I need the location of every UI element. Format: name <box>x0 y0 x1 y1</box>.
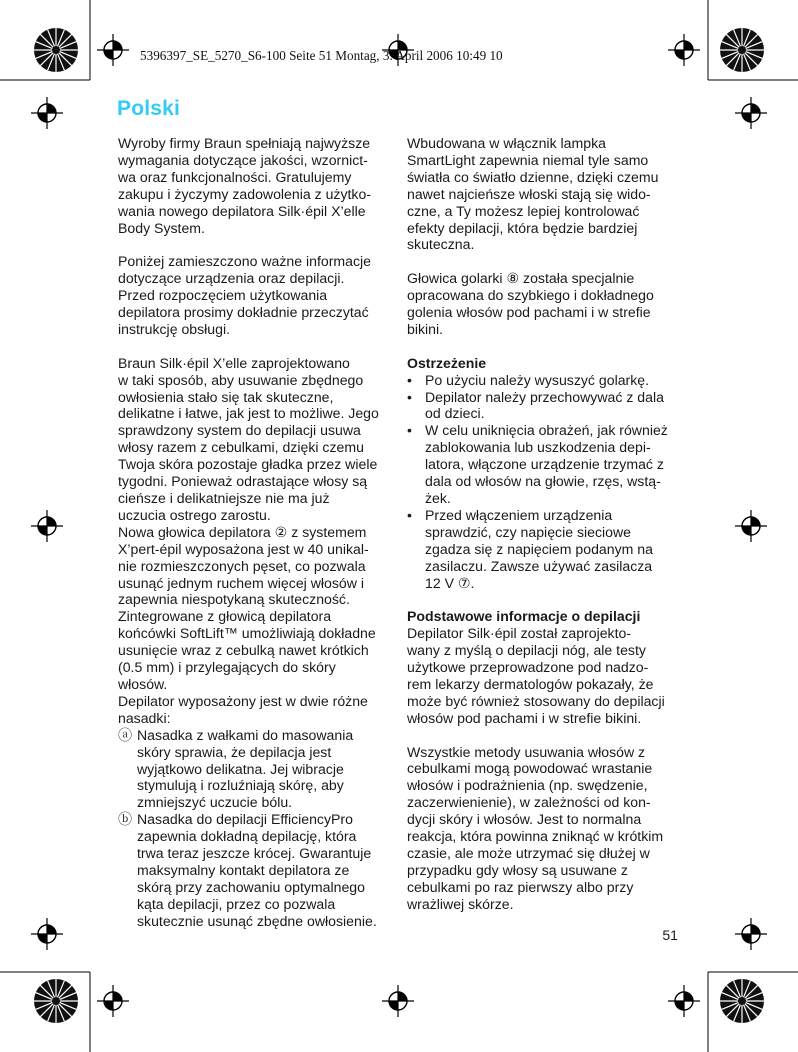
warning-item: • Przed włączeniem urządzenia sprawdzić, czy napięcie sieciowe zgadza się z napięciem podanym na zasilaczu. Zawsze używać zasilacza 12 V ⑦. <box>407 506 653 591</box>
bullet-icon: • <box>407 388 412 405</box>
list-item: ⓐ Nasadka z wałkami do masowania skóry sprawia, że depilacja jest wyjątkowo delikatna. Jej wibracje stymulują i rozluźniają skórę, aby zmniejszyć uczucie bólu. <box>118 726 354 811</box>
warning-heading: Ostrzeżenie <box>407 354 487 371</box>
important-info-paragraph: Poniżej zamieszczono ważne informacje dotyczące urządzenia oraz depilacji. Przed rozpoczęciem użytkowania depilatora prosimy dokładnie przeczytać instrukcję obsługi. <box>118 253 372 337</box>
warning-item: • W celu uniknięcia obrażeń, jak również zablokowania lub uszkodzenia depi- latora, włączone urządzenie trzymać z dala od włosów na głowie, rzęs, wstą- żek. <box>407 422 668 506</box>
product-description-paragraph: Braun Silk·épil X’elle zaprojektowano w taki sposób, aby usuwanie zbędnego owłosienia stało się tak skuteczne, delikatne i łatwe, jak jest to możliwe. Jego sprawdzony system do depilacji usuwa włosy razem z cebulkami, dzięki czemu Twoja skóra pozostaje gładka przez wiele tygodni. Ponieważ odrastające włosy są cieńsze i delikatniejsze nie ma już uczucia ostrego zarostu. Nowa głowica depilatora ② z systemem X’pert-épil wyposażona jest w 40 unikal- nie rozmieszczonych pęset, co pozwala usunąć jednym ruchem więcej włosów i zapewnia niespotykaną skuteczność. Zintegrowane z głowicą depilatora końcówki SoftLift™ umożliwiają dokładne usunięcie wraz z cebulką nawet krótkich (0.5 mm) i przylegających do skóry włosów. Depilator wyposażony jest w dwie różne nasadki: <box>118 354 379 726</box>
warning-item: • Po użyciu należy wysuszyć golarkę. <box>407 371 650 388</box>
print-slug: 5396397_SE_5270_S6-100 Seite 51 Montag, 3. April 2006 10:49 10 <box>140 48 503 63</box>
left-column <box>118 135 393 930</box>
depilation-info-heading: Podstawowe informacje o depilacji <box>407 608 641 625</box>
item-label: ⓐ <box>118 726 133 743</box>
bullet-icon: • <box>407 371 412 388</box>
item-label: ⓑ <box>118 811 133 828</box>
smartlight-paragraph: Wbudowana w włącznik lampka SmartLight zapewnia niemal tyle samo światła co światło dzienne, dzięki czemu nawet najcieńsze włoski stają się wido- czne, a Ty możesz lepiej kontrolować efekty depilacji, która będzie bardziej skuteczna. <box>407 135 659 253</box>
page-title: Polski <box>117 97 181 120</box>
bullet-icon: • <box>407 506 412 523</box>
warning-item: • Depilator należy przechowywać z dala od dzieci. <box>407 388 664 422</box>
bullet-icon: • <box>407 422 412 439</box>
list-item: ⓑ Nasadka do depilacji EfficiencyPro zapewnia dokładną depilację, która trwa teraz jeszcze krócej. Gwarantuje maksymalny kontakt depilatora ze skórą przy zachowaniu optymalnego kąta depilacji, przez co pozwala skutecznie usunąć zbędne owłosienie. <box>118 811 377 929</box>
shaver-head-paragraph: Głowica golarki ⑧ została specjalnie opracowana do szybkiego i dokładnego golenia włosów pod pachami i w strefie bikini. <box>407 270 654 337</box>
intro-paragraph: Wyroby firmy Braun spełniają najwyższe wymagania dotyczące jakości, wzornict- wa oraz funkcjonalności. Gratulujemy zakupu i życzymy zadowolenia z użytko- wania nowego depilatora Silk·épil X’elle Body System. <box>118 135 372 236</box>
depilation-info-paragraph: Depilator Silk·épil został zaprojekto- wany z myślą o depilacji nóg, ale testy użytkowe przeprowadzone pod nadzo- rem lekarzy dermatologów pokazały, że może być również stosowany do depilacji włosów pod pachami i w strefie bikini. <box>407 625 665 726</box>
page-number: 51 <box>662 927 678 943</box>
skin-reaction-paragraph: Wszystkie metody usuwania włosów z cebulkami mogą powodować wrastanie włosów i podrażnienia (np. swędzenie, zaczerwienienie), w zależności od kon- dycji skóry i włosów. Jest to normalna reakcja, która powinna zniknąć w krótkim czasie, ale może utrzymać się dłużej w przypadku gdy włosy są usuwane z cebulkami po raz pierwszy albo przy wrażliwej skórze. <box>407 743 664 912</box>
right-column <box>407 135 683 913</box>
